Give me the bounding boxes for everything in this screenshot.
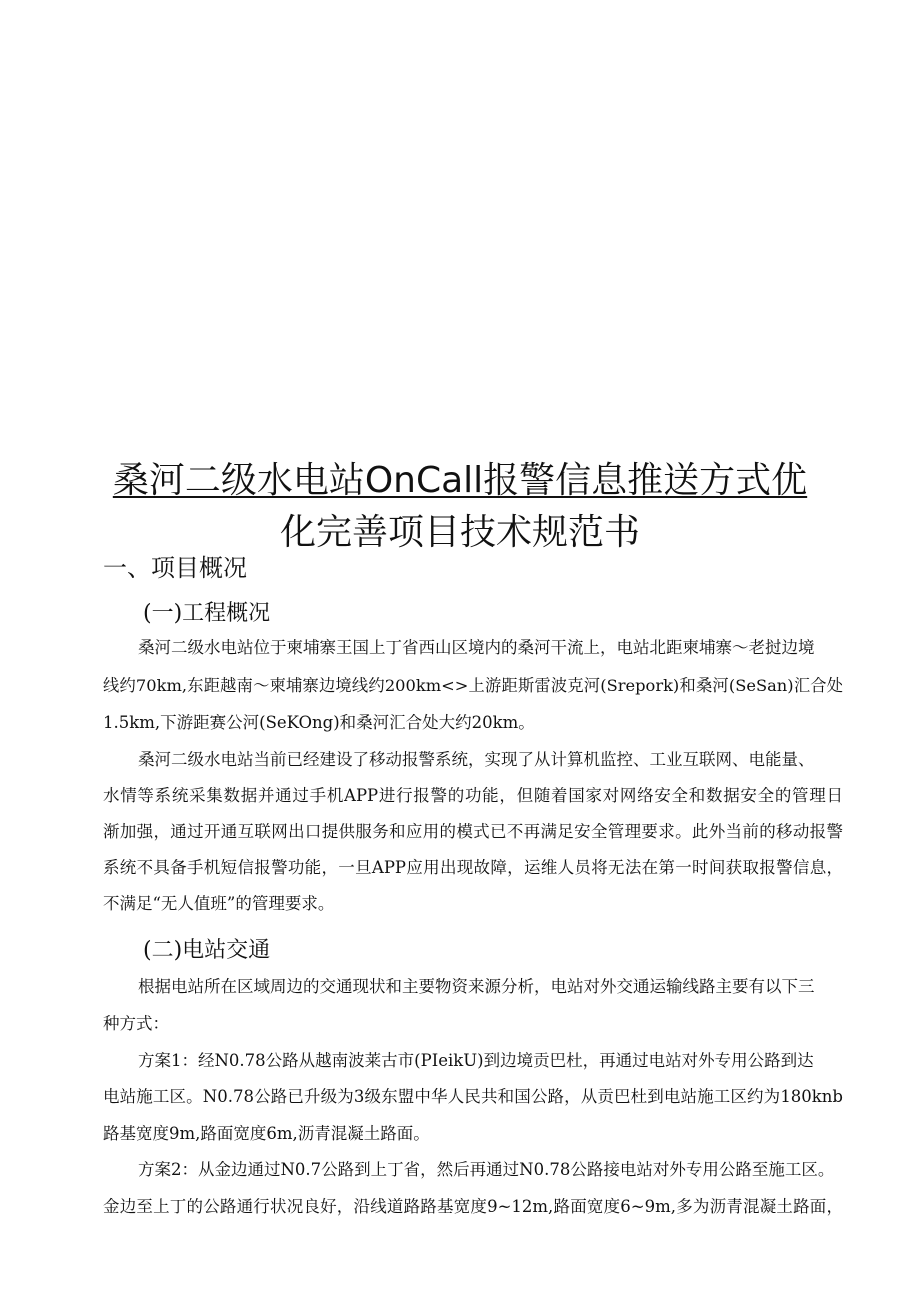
document-title-line-2: 化完善项目技术规范书 xyxy=(279,512,640,553)
paragraph-line: 线约70km,东距越南～柬埔寨边境线约200km<>上游距斯雷波克河(Srepork)和桑河(SeSan)汇合处 xyxy=(103,676,843,695)
paragraph-line: 不满足“无人值班”的管理要求。 xyxy=(103,894,335,913)
paragraph-line: 渐加强，通过开通互联网出口提供服务和应用的模式已不再满足安全管理要求。此外当前的移动报警 xyxy=(103,822,843,841)
paragraph-line: 方案1：经N0.78公路从越南波莱古市(PIeikU)到边境贡巴杜，再通过电站对外专用公路到达 xyxy=(138,1051,814,1070)
paragraph-line: 电站施工区。N0.78公路已升级为3级东盟中华人民共和国公路，从贡巴杜到电站施工区约为180knb xyxy=(103,1087,843,1106)
paragraph-line: 系统不具备手机短信报警功能，一旦APP应用出现故障，运维人员将无法在第一时间获取报警信息， xyxy=(103,858,843,877)
paragraph-line: 种方式： xyxy=(103,1014,169,1033)
paragraph-line: 金边至上丁的公路通行状况良好，沿线道路路基宽度9~12m,路面宽度6~9m,多为沥青混凝土路面， xyxy=(103,1197,843,1216)
paragraph-line: 路基宽度9m,路面宽度6m,沥青混凝土路面。 xyxy=(103,1124,430,1143)
paragraph-line: 1.5km,下游距赛公河(SeKOng)和桑河汇合处大约20km。 xyxy=(103,713,535,732)
subsection-heading-station-traffic: (二)电站交通 xyxy=(143,938,271,963)
document-title-line-1: 桑河二级水电站OnCall报警信息推送方式优 xyxy=(112,460,808,501)
subsection-heading-engineering-overview: (一)工程概况 xyxy=(143,601,271,626)
paragraph-line: 桑河二级水电站位于柬埔寨王国上丁省西山区境内的桑河干流上，电站北距柬埔寨～老挝边境 xyxy=(138,638,815,657)
section-heading-project-overview: 一、项目概况 xyxy=(103,554,247,582)
paragraph-line: 方案2：从金边通过N0.7公路到上丁省，然后再通过N0.78公路接电站对外专用公路至施工区。 xyxy=(138,1160,835,1179)
paragraph-line: 水情等系统采集数据并通过手机APP进行报警的功能，但随着国家对网络安全和数据安全的管理日 xyxy=(103,786,843,805)
paragraph-line: 桑河二级水电站当前已经建设了移动报警系统，实现了从计算机监控、工业互联网、电能量、 xyxy=(138,750,815,769)
paragraph-line: 根据电站所在区域周边的交通现状和主要物资来源分析，电站对外交通运输线路主要有以下三 xyxy=(138,977,815,996)
